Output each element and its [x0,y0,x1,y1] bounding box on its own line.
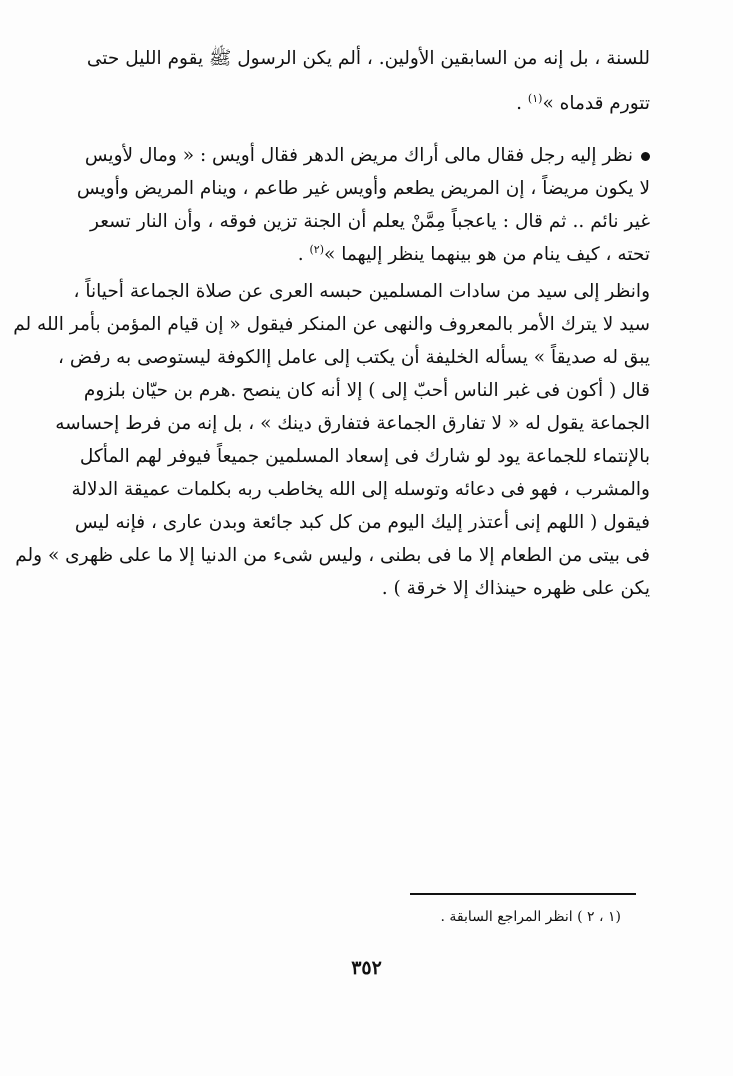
text-line-content: تتورم قدماه » [542,93,650,114]
footnote-marker: (٢) [309,242,325,256]
text-line: غير نائم .. ثم قال : ياعجباً مِمَّنْ يعلم أن الجنة تزين فوقه ، وأن النار تسعر [90,211,650,232]
text-line: للسنة ، بل إنه من السابقين الأولين. ، ألم يكن الرسول ﷺ يقوم الليل حتى [86,48,650,69]
footnote: (١ ، ٢ ) انظر المراجع السابقة . [440,909,621,925]
text-line: فى بيتى من الطعام إلا ما فى بطنى ، وليس شىء من الدنيا إلا ما على ظهرى » ولم [15,545,650,566]
footnote-marker: (١) [527,91,543,105]
text-line [90,89,650,119]
bullet-icon [641,152,650,161]
text-line [84,141,650,171]
text-line: الجماعة يقول له « لا تفارق الجماعة فتفارق دينك » ، بل إنه من فرط إحساسه [55,413,650,434]
text-line: يبق له صديقاً » يسأله الخليفة أن يكتب إلى عامل إالكوفة ليستوصى به رفض ، [57,347,650,368]
text-line: قال ( أكون فى غبر الناس أحبّ إلى ) إلا أنه كان ينصح .هرم بن حيّان بلزوم [83,380,650,401]
text-line-content: نظر إليه رجل فقال مالى أراك مريض الدهر فقال أويس : « ومال لأويس [84,145,633,166]
text-line: يكن على ظهره حينذاك إلا خرقة ) . [381,578,650,599]
text-line: سيد لا يترك الأمر بالمعروف والنهى عن المنكر فيقول « إن قيام المؤمن بأمر الله لم [13,314,650,335]
line-end-period: . [297,244,304,265]
text-line [90,240,650,270]
text-line: فيقول ( اللهم إنى أعتذر إليك اليوم من كل كبد جائعة وبدن عارى ، فإنه ليس [74,512,650,533]
footnote-separator [410,893,636,895]
text-line: لا يكون مريضاً ، إن المريض يطعم وأويس غير طاعم ، وينام المريض وأويس [76,178,650,199]
line-end-period: . [516,93,523,114]
text-line-content: تحته ، كيف ينام من هو بينهما ينظر إليهما » [324,244,650,265]
text-line: وانظر إلى سيد من سادات المسلمين حبسه العرى عن صلاة الجماعة أحياناً ، [73,281,650,302]
text-line: والمشرب ، فهو فى دعائه وتوسله إلى الله يخاطب ربه بكلمات عميقة الدلالة [71,479,650,500]
text-line: بالإنتماء للجماعة يود لو شارك فى إسعاد المسلمين جميعاً فيوفر لهم المأكل [79,446,650,467]
page-number: ٣٥٢ [351,957,382,979]
